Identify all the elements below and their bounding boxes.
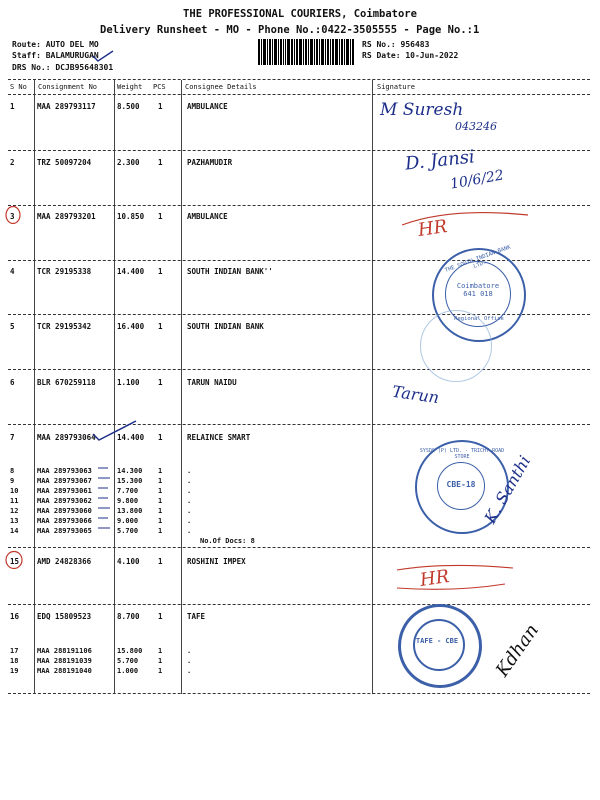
- row-4-consignee: SOUTH INDIAN BANK'': [187, 267, 273, 276]
- bank-stamp-city: Coimbatore 641 018: [456, 282, 500, 298]
- col-divider: [372, 80, 373, 694]
- row-divider: [8, 547, 590, 548]
- row-18-mark: .: [187, 657, 192, 665]
- row-18-weight: 5.700: [117, 657, 139, 665]
- row-divider: [8, 369, 590, 370]
- col-divider: [181, 80, 182, 694]
- row-16-consignment: EDQ 15809523: [37, 612, 92, 621]
- drs-number: DRS No.: DCJB95648301: [12, 63, 114, 72]
- row-3-consignment: MAA 289793201: [37, 212, 96, 221]
- col-header-pcs: PCS: [153, 83, 166, 91]
- row-14-pcs: 1: [158, 527, 163, 535]
- row-13-pcs: 1: [158, 517, 163, 525]
- row-15-sno: 15: [10, 557, 20, 566]
- signature-row-16: Kdhan: [491, 620, 543, 681]
- row-15-consignee: ROSHINI IMPEX: [187, 557, 246, 566]
- row-7-consignee: RELAINCE SMART: [187, 433, 251, 442]
- barcode: [258, 39, 354, 65]
- row-4-pcs: 1: [158, 267, 163, 276]
- row-5-pcs: 1: [158, 322, 163, 331]
- row-9-mark: .: [187, 477, 192, 485]
- row-12-pcs: 1: [158, 507, 163, 515]
- staff-label: Staff: BALAMURUGAN: [12, 51, 99, 60]
- row-7-pcs: 1: [158, 433, 163, 442]
- row-8-mark: .: [187, 467, 192, 475]
- header-rule: [8, 94, 590, 95]
- row-16-sno: 16: [10, 612, 20, 621]
- row-17-consignment: MAA 288191106: [37, 647, 92, 655]
- row-7-weight: 14.400: [117, 433, 145, 442]
- runsheet-title: Delivery Runsheet - MO - Phone No.:0422-3505555 - Page No.:1: [100, 24, 480, 36]
- row-12-mark: .: [187, 507, 192, 515]
- table-top-rule: [8, 79, 590, 80]
- row-16-consignee: TAFE: [187, 612, 206, 621]
- row-3-weight: 10.850: [117, 212, 145, 221]
- rs-date: RS Date: 10-Jun-2022: [362, 51, 459, 60]
- signature-row-15: HR: [418, 566, 451, 591]
- row-16-weight: 8.700: [117, 612, 140, 621]
- row-1-consignment: MAA 289793117: [37, 102, 96, 111]
- pen-tick-marks: [96, 462, 120, 538]
- row-17-weight: 15.800: [117, 647, 143, 655]
- row-10-consignment: MAA 289793061: [37, 487, 92, 495]
- row-19-mark: .: [187, 667, 192, 675]
- rs-number: RS No.: 956483: [362, 40, 430, 49]
- row-divider: [8, 604, 590, 605]
- row-2-sno: 2: [10, 158, 15, 167]
- row-11-weight: 9.800: [117, 497, 139, 505]
- col-header-consignee: Consignee Details: [185, 83, 257, 91]
- row-13-consignment: MAA 289793066: [37, 517, 92, 525]
- row-9-pcs: 1: [158, 477, 163, 485]
- tafe-stamp-text: TAFE - CBE: [415, 637, 459, 645]
- red-underline-mark: [395, 560, 515, 596]
- row-5-sno: 5: [10, 322, 15, 331]
- row-19-consignment: MAA 288191040: [37, 667, 92, 675]
- row-9-consignment: MAA 289793067: [37, 477, 92, 485]
- row-6-pcs: 1: [158, 378, 163, 387]
- row-11-mark: .: [187, 497, 192, 505]
- row-14-consignment: MAA 289793065: [37, 527, 92, 535]
- signature-row-2: D. Jansi: [404, 146, 476, 175]
- row-19-pcs: 1: [158, 667, 163, 675]
- row-10-pcs: 1: [158, 487, 163, 495]
- row-6-consignee: TARUN NAIDU: [187, 378, 237, 387]
- col-header-consignment: Consignment No: [38, 83, 98, 91]
- row-3-consignee: AMBULANCE: [187, 212, 228, 221]
- row-6-sno: 6: [10, 378, 15, 387]
- row-17-pcs: 1: [158, 647, 163, 655]
- row-1-consignee: AMBULANCE: [187, 102, 228, 111]
- row-11-pcs: 1: [158, 497, 163, 505]
- row-1-pcs: 1: [158, 102, 163, 111]
- check-mark-icon: [92, 50, 114, 62]
- row-18-sno: 18: [10, 657, 19, 665]
- signature-row-3: HR: [416, 216, 449, 241]
- row-divider: [8, 150, 590, 151]
- store-stamp-code: CBE-18: [446, 480, 476, 489]
- row-4-weight: 14.400: [117, 267, 145, 276]
- row-17-mark: .: [187, 647, 192, 655]
- company-title: THE PROFESSIONAL COURIERS, Coimbatore: [183, 8, 417, 20]
- col-divider: [114, 80, 115, 694]
- row-8-sno: 8: [10, 467, 15, 475]
- row-6-weight: 1.100: [117, 378, 140, 387]
- row-8-weight: 14.300: [117, 467, 143, 475]
- row-13-sno: 13: [10, 517, 19, 525]
- route-label: Route: AUTO DEL MO: [12, 40, 99, 49]
- row-12-consignment: MAA 289793060: [37, 507, 92, 515]
- row-15-weight: 4.100: [117, 557, 140, 566]
- row-15-consignment: AMD 24828366: [37, 557, 92, 566]
- row-8-consignment: MAA 289793063: [37, 467, 92, 475]
- tafe-seal-stamp: [398, 604, 482, 688]
- col-header-signature: Signature: [377, 83, 415, 91]
- bank-stamp-name: THE SOUTH INDIAN BANK LTD.: [444, 244, 512, 274]
- row-13-weight: 9.000: [117, 517, 139, 525]
- signature-row-7: K. Santhi: [480, 452, 535, 527]
- row-8-pcs: 1: [158, 467, 163, 475]
- row-5-consignee: SOUTH INDIAN BANK: [187, 322, 264, 331]
- check-mark-icon: [92, 420, 138, 442]
- row-9-sno: 9: [10, 477, 15, 485]
- signature-row-6: Tarun: [390, 381, 441, 408]
- row-2-weight: 2.300: [117, 158, 140, 167]
- row-2-consignment: TRZ 50097204: [37, 158, 92, 167]
- row-3-sno: 3: [10, 212, 15, 221]
- signature-row-1-id: 043246: [455, 120, 497, 133]
- store-stamp-name: SYSDS (P) LTD. - TRICHY ROAD STORE: [419, 448, 505, 460]
- row-16-pcs: 1: [158, 612, 163, 621]
- row-2-consignee: PAZHAMUDIR: [187, 158, 233, 167]
- table-bottom-rule: [8, 693, 590, 694]
- row-2-pcs: 1: [158, 158, 163, 167]
- row-5-consignment: TCR 29195342: [37, 322, 92, 331]
- col-header-weight: Weight: [117, 83, 143, 91]
- row-12-sno: 12: [10, 507, 19, 515]
- row-14-sno: 14: [10, 527, 19, 535]
- row-11-sno: 11: [10, 497, 19, 505]
- red-underline-mark: [400, 205, 530, 245]
- row-5-weight: 16.400: [117, 322, 145, 331]
- row-1-weight: 8.500: [117, 102, 140, 111]
- row-15-pcs: 1: [158, 557, 163, 566]
- row-7-sno: 7: [10, 433, 15, 442]
- row-13-mark: .: [187, 517, 192, 525]
- col-divider: [34, 80, 35, 694]
- row-11-consignment: MAA 289793062: [37, 497, 92, 505]
- row-1-sno: 1: [10, 102, 15, 111]
- row-12-weight: 13.800: [117, 507, 143, 515]
- row-18-consignment: MAA 288191039: [37, 657, 92, 665]
- col-header-sno: S No: [10, 83, 27, 91]
- row-3-pcs: 1: [158, 212, 163, 221]
- row-19-weight: 1.000: [117, 667, 139, 675]
- row-14-weight: 5.700: [117, 527, 139, 535]
- red-circle-mark: [4, 205, 22, 225]
- row-7-consignment: MAA 289793064: [37, 433, 96, 442]
- row-4-sno: 4: [10, 267, 15, 276]
- row-17-sno: 17: [10, 647, 19, 655]
- row-6-consignment: BLR 670259118: [37, 378, 96, 387]
- row-4-consignment: TCR 29195338: [37, 267, 92, 276]
- no-of-docs: No.Of Docs: 8: [200, 537, 255, 545]
- row-10-mark: .: [187, 487, 192, 495]
- row-10-weight: 7.700: [117, 487, 139, 495]
- row-18-pcs: 1: [158, 657, 163, 665]
- signature-row-2-date: 10/6/22: [449, 167, 505, 193]
- row-10-sno: 10: [10, 487, 19, 495]
- row-9-weight: 15.300: [117, 477, 143, 485]
- row-14-mark: .: [187, 527, 192, 535]
- signature-row-1: M Suresh: [380, 100, 464, 120]
- faint-stamp: [420, 310, 492, 382]
- row-19-sno: 19: [10, 667, 19, 675]
- bank-stamp-office: Regional Office: [454, 316, 504, 322]
